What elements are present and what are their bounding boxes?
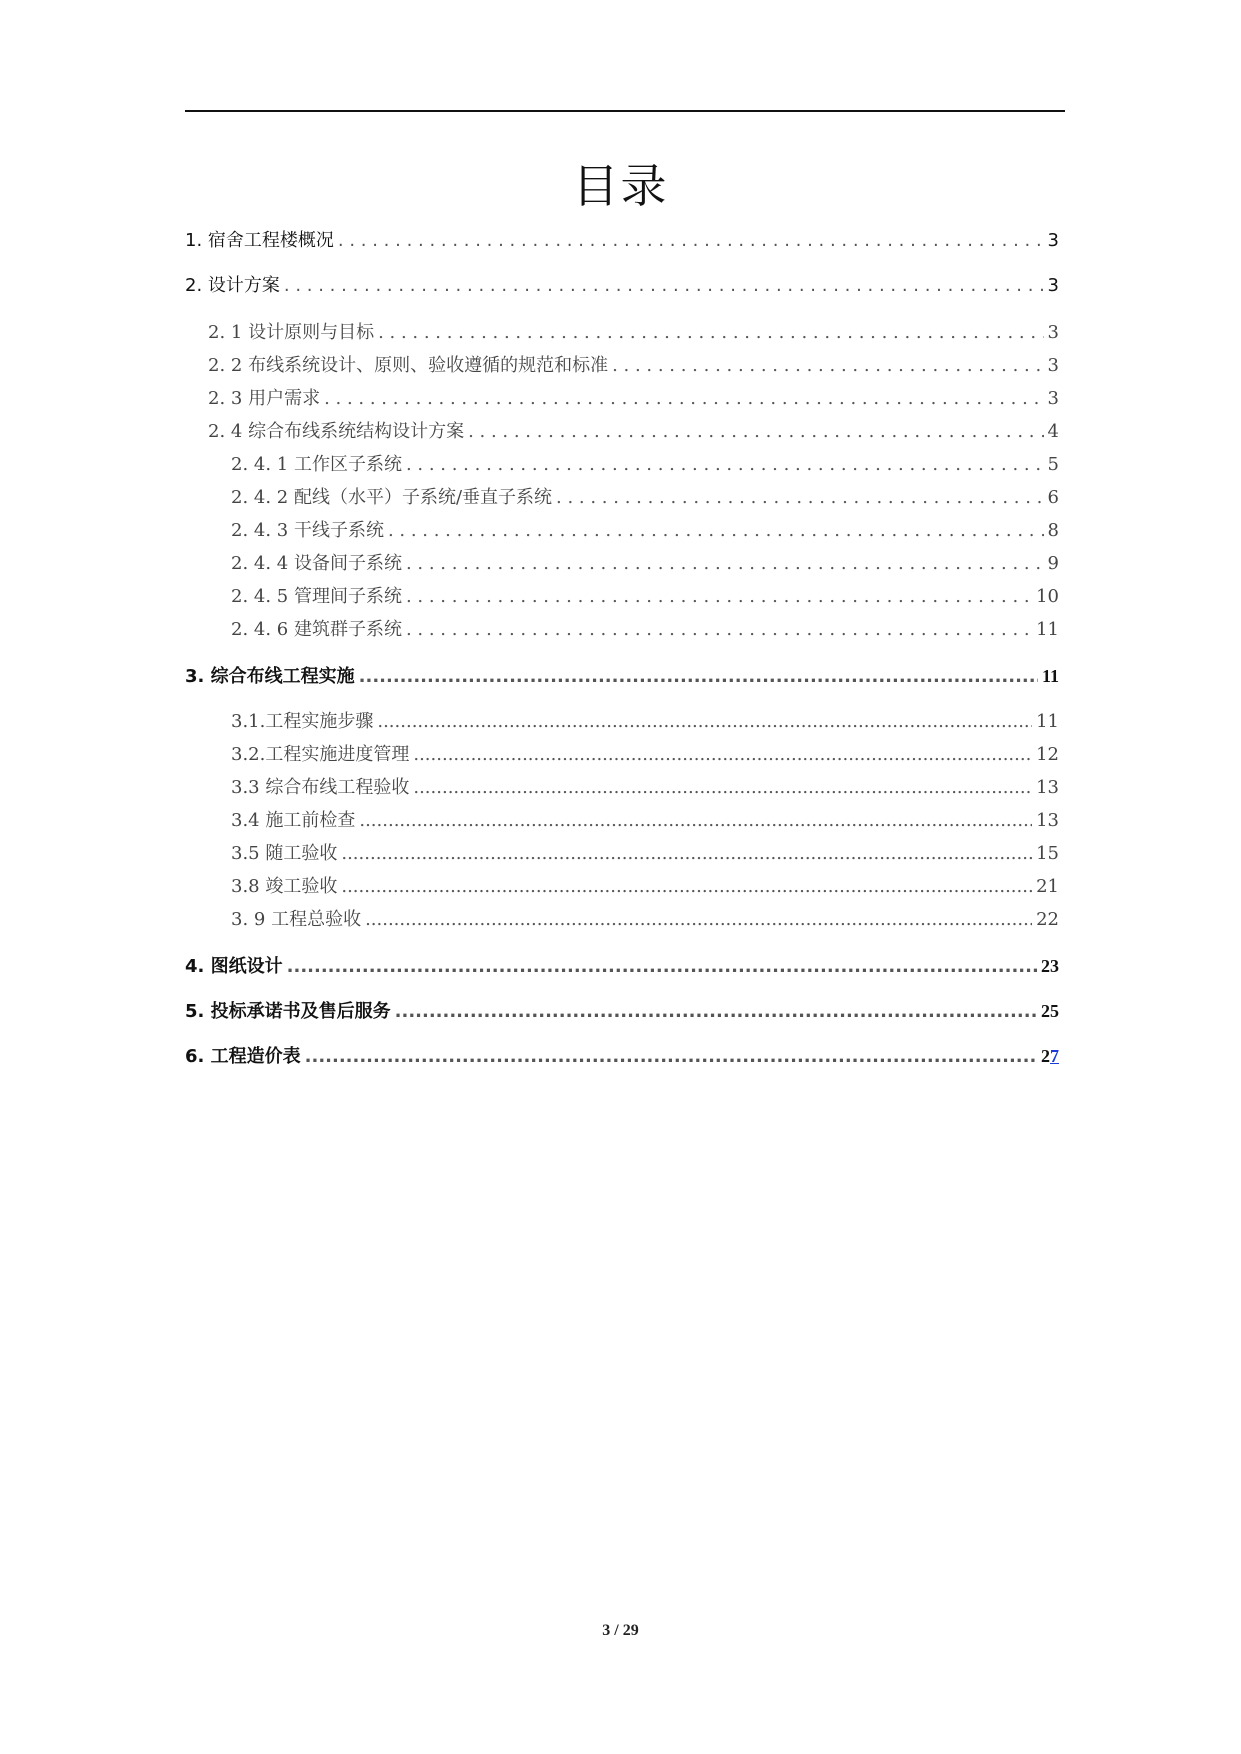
toc-entry[interactable]: [208, 320, 1059, 346]
toc-entry[interactable]: [185, 273, 1059, 299]
toc-entry[interactable]: [231, 551, 1059, 577]
toc-leader: [406, 551, 1044, 577]
toc-entry[interactable]: [208, 386, 1059, 412]
toc-entry-label: 3.8 竣工验收: [231, 876, 338, 897]
toc-leader: [406, 617, 1032, 643]
toc-page-number: 5: [1047, 454, 1059, 475]
toc-entry-label: 2. 4. 4 设备间子系统: [231, 553, 402, 574]
toc-leader: [377, 709, 1032, 735]
toc-leader: [612, 353, 1043, 379]
toc-entry-label: 3.3 综合布线工程验收: [231, 777, 410, 798]
toc-page-number: 13: [1036, 810, 1059, 831]
toc-leader: [341, 841, 1032, 867]
toc-entry[interactable]: [231, 584, 1059, 610]
toc-page-number: 3: [1047, 230, 1059, 251]
toc-page-number: 23: [1041, 956, 1059, 976]
toc-entry-label: 2. 4 综合布线系统结构设计方案: [208, 421, 465, 442]
toc-page-number: 12: [1036, 744, 1059, 765]
toc-page-number: 3: [1047, 322, 1059, 343]
toc-entry[interactable]: [231, 742, 1059, 768]
toc-leader: [388, 518, 1044, 544]
toc-entry[interactable]: [231, 518, 1059, 544]
header-rule: [185, 110, 1065, 112]
toc-entry[interactable]: [231, 775, 1059, 801]
toc-leader: [338, 228, 1044, 254]
toc-leader: [365, 907, 1032, 933]
toc-entry-label: 3.4 施工前检查: [231, 810, 356, 831]
toc-leader: [359, 664, 1038, 690]
toc-leader: [413, 742, 1032, 768]
page-title: 目录: [572, 159, 669, 213]
toc-page-number: 8: [1047, 520, 1059, 541]
toc-page-number: 6: [1047, 487, 1059, 508]
toc-page-number: 13: [1036, 777, 1059, 798]
toc-entry-label: 3. 综合布线工程实施: [185, 666, 355, 687]
toc-leader: [305, 1044, 1037, 1070]
toc-entry[interactable]: [231, 874, 1059, 900]
toc-entry-label: 6. 工程造价表: [185, 1046, 301, 1067]
toc-entry[interactable]: [185, 1043, 1059, 1069]
toc-entry[interactable]: [208, 419, 1059, 445]
toc-entry[interactable]: [231, 841, 1059, 867]
toc-page-number: [1041, 1043, 1059, 1069]
toc-leader: [406, 584, 1032, 610]
toc-leader: [378, 320, 1043, 346]
toc-page-number: 10: [1036, 586, 1059, 607]
toc-page-link[interactable]: 7: [1050, 1046, 1059, 1066]
page-indicator: 3 / 29: [602, 1622, 639, 1639]
toc-entry-label: 3.1.工程实施步骤: [231, 711, 374, 732]
toc-entry[interactable]: [231, 709, 1059, 735]
toc-page-number: 22: [1036, 909, 1059, 930]
toc-entry-label: 2. 1 设计原则与目标: [208, 322, 375, 343]
toc-page-prefix: 2: [1041, 1046, 1050, 1066]
toc-leader: [341, 874, 1032, 900]
toc-page-number: 3: [1047, 275, 1059, 296]
toc-leader: [359, 808, 1032, 834]
toc-leader: [284, 273, 1044, 299]
toc-leader: [287, 954, 1037, 980]
toc-entry[interactable]: [231, 452, 1059, 478]
toc-entry-label: 2. 2 布线系统设计、原则、验收遵循的规范和标准: [208, 355, 609, 376]
toc-entry[interactable]: [185, 998, 1059, 1024]
toc-leader: [468, 419, 1043, 445]
toc-page-number: 4: [1047, 421, 1059, 442]
toc-entry-label: 2. 4. 3 干线子系统: [231, 520, 384, 541]
toc-entry[interactable]: [231, 617, 1059, 643]
toc-entry[interactable]: [185, 228, 1059, 254]
toc-page-number: 11: [1036, 619, 1059, 640]
toc-entry-label: 3. 9 工程总验收: [231, 909, 362, 930]
toc-entry-label: 1. 宿舍工程楼概况: [185, 230, 334, 251]
toc-page-number: 9: [1047, 553, 1059, 574]
toc-entry-label: 2. 4. 5 管理间子系统: [231, 586, 402, 607]
toc-leader: [413, 775, 1032, 801]
toc-entry-label: 3.5 随工验收: [231, 843, 338, 864]
toc-entry[interactable]: [231, 808, 1059, 834]
toc-leader: [406, 452, 1044, 478]
toc-page-number: 25: [1041, 1001, 1059, 1021]
toc-entry[interactable]: [231, 485, 1059, 511]
toc-entry-label: 2. 4. 2 配线（水平）子系统/垂直子系统: [231, 487, 553, 508]
toc-entry[interactable]: [231, 907, 1059, 933]
toc-page-number: 11: [1036, 711, 1059, 732]
toc-entry-label: 5. 投标承诺书及售后服务: [185, 1001, 391, 1022]
toc-page-number: 21: [1036, 876, 1059, 897]
toc-entry-label: 4. 图纸设计: [185, 956, 283, 977]
toc-page-number: 11: [1041, 666, 1059, 686]
toc-entry-label: 2. 设计方案: [185, 275, 280, 296]
toc-leader: [324, 386, 1043, 412]
toc-entry-label: 3.2.工程实施进度管理: [231, 744, 410, 765]
toc-entry-label: 2. 4. 1 工作区子系统: [231, 454, 402, 475]
toc-page-number: 3: [1047, 355, 1059, 376]
toc-entry[interactable]: [185, 663, 1059, 689]
toc-page-number: 3: [1047, 388, 1059, 409]
toc-entry[interactable]: [185, 953, 1059, 979]
toc-page-number: 15: [1036, 843, 1059, 864]
toc-entry-label: 2. 3 用户需求: [208, 388, 321, 409]
toc-leader: [556, 485, 1044, 511]
toc-entry-label: 2. 4. 6 建筑群子系统: [231, 619, 402, 640]
toc-leader: [395, 999, 1037, 1025]
toc-entry[interactable]: [208, 353, 1059, 379]
